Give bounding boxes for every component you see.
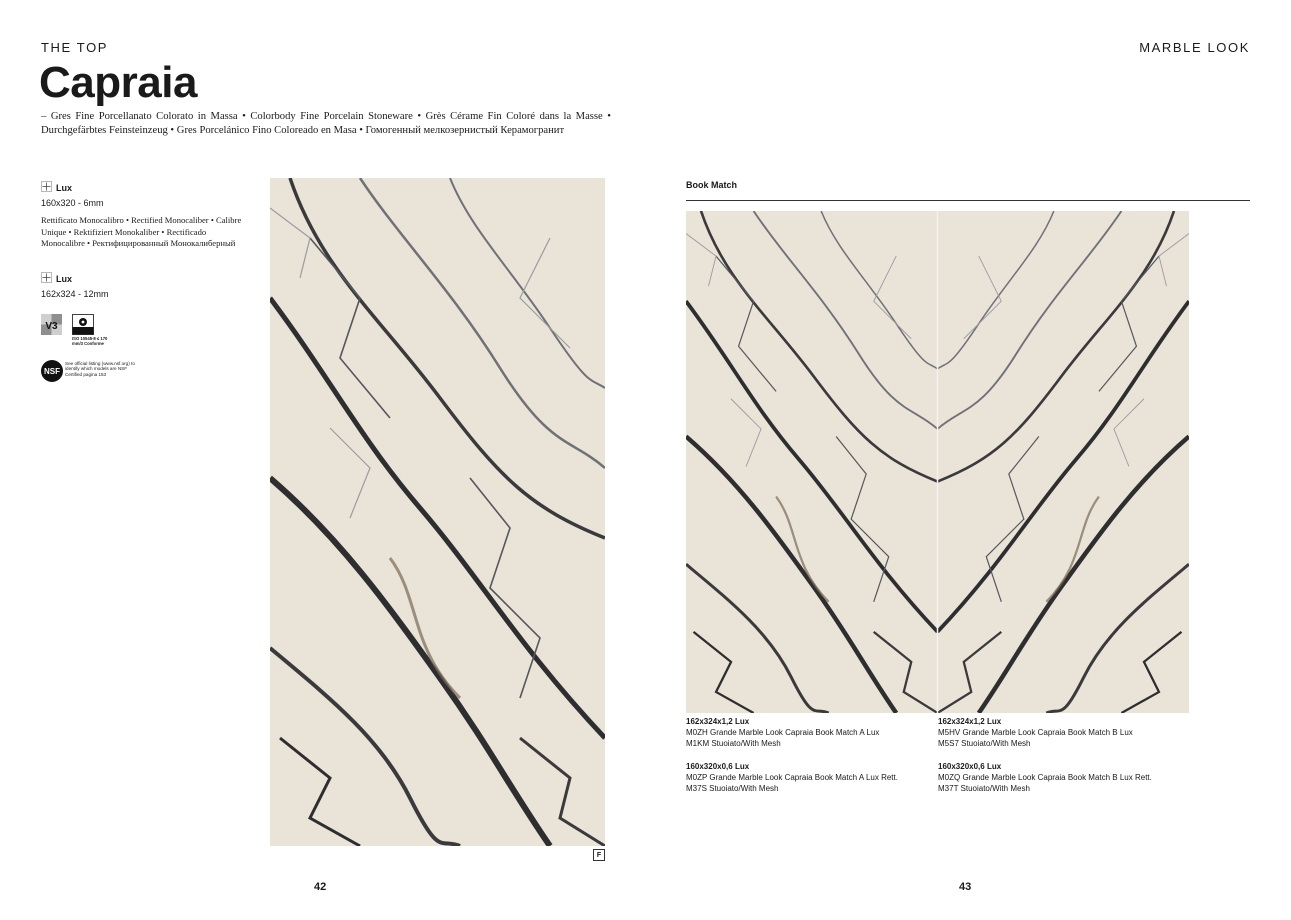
rectified-description: Rettificato Monocalibro • Rectified Monocaliber • Calibre Unique • Rektifiziert Monokaliber • Rectificado Monocalibre • Ректифицированный Монокалиберный bbox=[41, 215, 242, 249]
product-size: 162x324x1,2 Lux bbox=[938, 717, 1002, 726]
product-entry bbox=[686, 716, 936, 750]
product-size: 162x324x1,2 Lux bbox=[686, 717, 750, 726]
spec-size-label: 160x320 - 6mm bbox=[41, 198, 104, 208]
product-name: M0ZQ Grande Marble Look Capraia Book Match B Lux Rett. bbox=[938, 773, 1152, 783]
marble-tile-image bbox=[270, 178, 605, 846]
page-number-left: 42 bbox=[314, 881, 327, 893]
product-name: M5HV Grande Marble Look Capraia Book Match B Lux bbox=[938, 728, 1133, 738]
product-name: M0ZH Grande Marble Look Capraia Book Match A Lux bbox=[686, 728, 880, 738]
book-match-heading: Book Match bbox=[686, 180, 738, 190]
product-size: 160x320x0,6 Lux bbox=[686, 762, 750, 771]
spec-finish-label: Lux bbox=[56, 183, 73, 193]
variation-v3-icon bbox=[41, 314, 62, 335]
collection-header: THE TOP bbox=[41, 40, 109, 55]
nsf-certification-text: See official listing (www.nsf.org) to identify which models are NSF Certified pagina 153 bbox=[65, 361, 135, 377]
rectified-icon bbox=[41, 272, 52, 283]
nsf-logo: NSF bbox=[41, 360, 63, 382]
product-mesh: M1KM Stuoiato/With Mesh bbox=[686, 739, 781, 749]
product-entry bbox=[686, 761, 936, 795]
category-header: MARBLE LOOK bbox=[1139, 40, 1250, 55]
product-mesh: M37T Stuoiato/With Mesh bbox=[938, 784, 1030, 794]
spec-finish-label: Lux bbox=[56, 274, 73, 284]
iso-certification-text: ISO 10545-8 ≤ 170 mm/3 Conforme bbox=[72, 336, 108, 346]
spec-block-6mm bbox=[41, 178, 104, 208]
product-mesh: M37S Stuoiato/With Mesh bbox=[686, 784, 779, 794]
product-title: Capraia bbox=[39, 58, 197, 107]
book-match-tile-image bbox=[686, 211, 1189, 713]
product-entry bbox=[938, 761, 1188, 795]
page-number-right: 43 bbox=[959, 881, 972, 893]
section-divider bbox=[686, 200, 1250, 201]
product-size: 160x320x0,6 Lux bbox=[938, 762, 1002, 771]
f-badge: F bbox=[593, 849, 605, 861]
spec-size-label: 162x324 - 12mm bbox=[41, 289, 109, 299]
v-rating-label: V3 bbox=[45, 321, 58, 332]
spec-block-12mm bbox=[41, 269, 109, 299]
product-entry bbox=[938, 716, 1188, 750]
product-mesh: M5S7 Stuoiato/With Mesh bbox=[938, 739, 1031, 749]
product-name: M0ZP Grande Marble Look Capraia Book Match A Lux Rett. bbox=[686, 773, 898, 783]
iso-certification-icon bbox=[72, 314, 94, 335]
material-subtitle: – Gres Fine Porcellanato Colorato in Massa • Colorbody Fine Porcelain Stoneware • Grès Cérame Fin Coloré dans la Masse • Durchgefärbtes Feinsteinzeug • Gres Porcelánico Fino Coloreado en Masa • Гомогенный мелкозернистый Керамогранит bbox=[41, 111, 611, 136]
rectified-icon bbox=[41, 181, 52, 192]
